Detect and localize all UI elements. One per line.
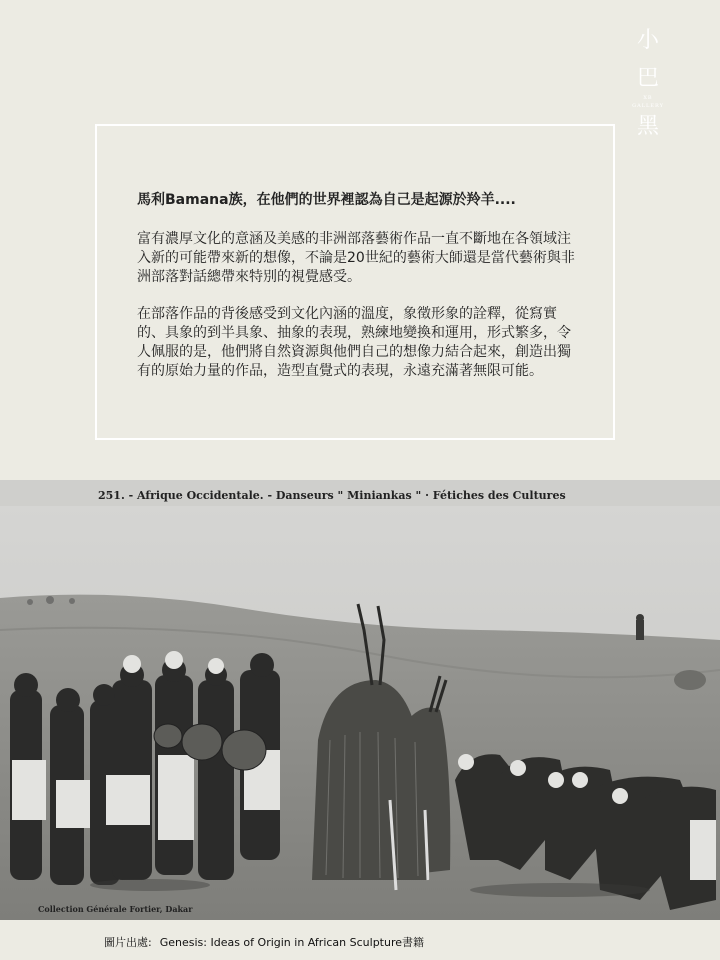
logo-subtitle: XB GALLERY: [632, 95, 664, 109]
logo-char-2: 巴: [636, 66, 659, 91]
paragraph-1: 富有濃厚文化的意涵及美感的非洲部落藝術作品一直不斷地在各領域注入新的可能帶來新的想像，不論是20世紀的藝術大師還是當代藝術與非洲部落對話總帶來特別的視覺感受。: [137, 231, 575, 285]
photo-title: 251. - Afrique Occidentale. - Danseurs " Miniankas " · Fétiches des Cultures: [98, 489, 566, 502]
logo-char-3: 黑: [636, 114, 659, 139]
article-heading: 馬利Bamana族，在他們的世界裡認為自己是起源於羚羊....: [137, 192, 516, 208]
caption-label: 圖片出處:: [104, 936, 152, 949]
paragraph-2: 在部落作品的背後感受到文化內涵的溫度，象徵形象的詮釋，從寫實的、具象的到半具象、抽象的表現，熟練地變換和運用，形式繁多，令人佩服的是，他們將自然資源與他們自己的想像力結合起來，創造出獨有的原始力量的作品，造型直覺式的表現，永遠充滿著無限可能。: [137, 306, 571, 379]
text-frame: [95, 124, 615, 440]
photo-illustration: [0, 480, 720, 920]
gallery-logo: [628, 22, 668, 146]
image-source-caption: [104, 934, 424, 950]
historical-photo: [0, 480, 720, 920]
caption-source: Genesis: Ideas of Origin in African Sculpture書籍: [159, 936, 425, 949]
photo-collection-credit: Collection Générale Fortier, Dakar: [38, 904, 193, 914]
logo-char-1: 小: [636, 28, 659, 53]
